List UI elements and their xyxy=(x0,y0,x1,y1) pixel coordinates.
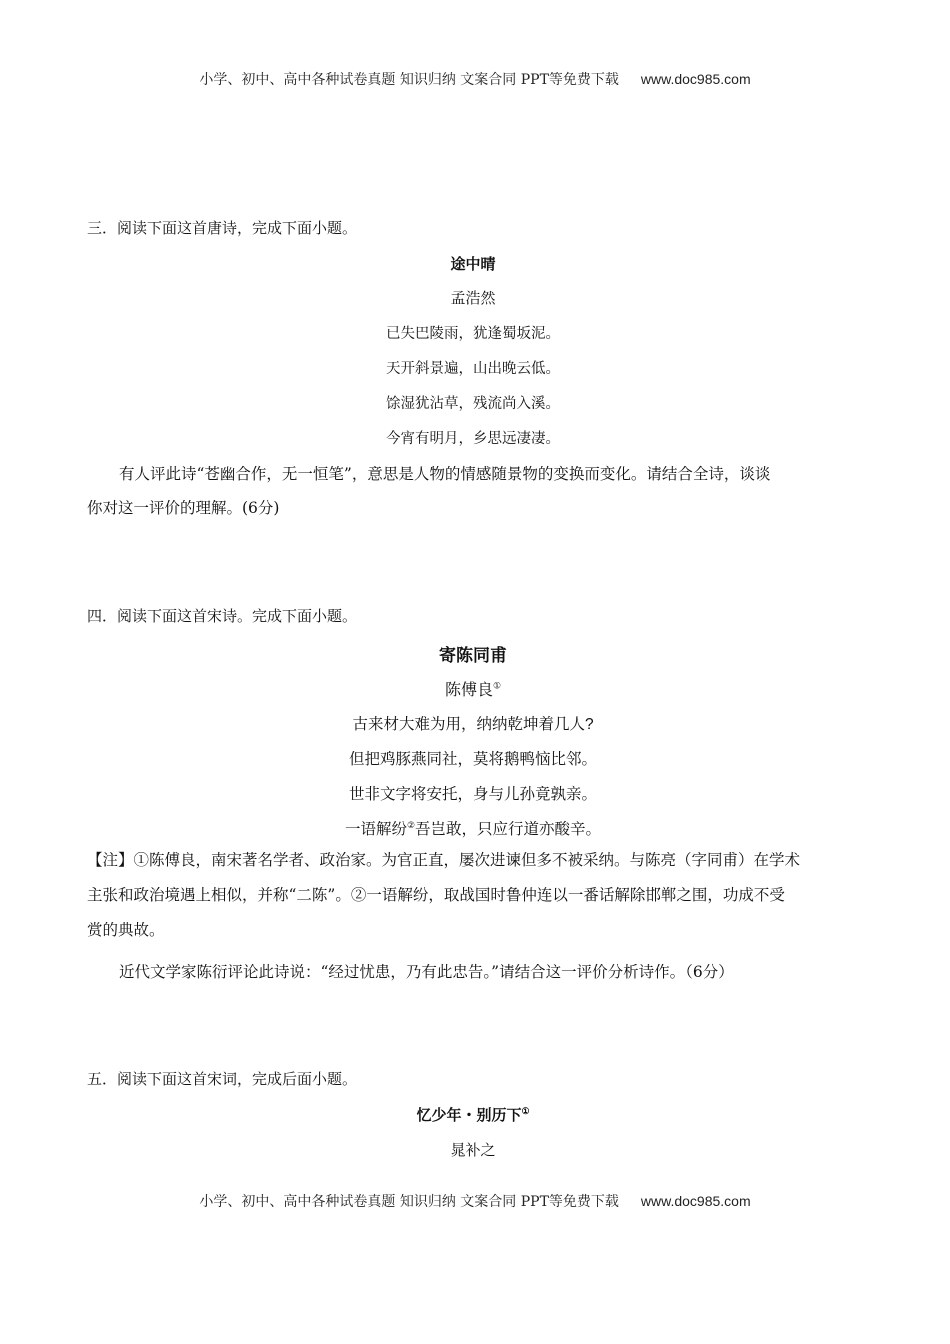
q4-note-line-3: 赏的典故。 xyxy=(87,921,165,939)
q3-prompt-line-1: 有人评此诗“苍幽合作，无一恒笔”，意思是人物的情感随景物的变换而变化。请结合全诗，谈谈 xyxy=(119,465,771,483)
q3-line-2: 天开斜景遍，山出晚云低。 xyxy=(386,361,560,377)
q4-line-4-b: 吾岂敢，只应行道亦酸辛。 xyxy=(415,821,602,838)
header-text: 小学、初中、高中各种试卷真题 知识归纳 文案合同 PPT等免费下载 xyxy=(199,72,619,88)
q5-title-line xyxy=(87,1104,859,1125)
footer-text: 小学、初中、高中各种试卷真题 知识归纳 文案合同 PPT等免费下载 xyxy=(199,1194,619,1210)
q4-title: 寄陈同甫 xyxy=(439,646,507,665)
q5-heading: 五．阅读下面这首宋词，完成后面小题。 xyxy=(87,1070,358,1088)
header-url: www.doc985.com xyxy=(640,71,751,87)
q4-author-line xyxy=(87,677,859,700)
footer-url: www.doc985.com xyxy=(640,1193,751,1209)
q4-line-3: 世非文字将安托，身与儿孙竟孰亲。 xyxy=(348,786,597,803)
q4-heading: 四．阅读下面这首宋诗。完成下面小题。 xyxy=(87,607,358,625)
q4-line-1: 古来材大难为用，纳纳乾坤着几人? xyxy=(352,716,594,733)
q3-author: 孟浩然 xyxy=(450,289,496,307)
q4-note-line-2: 主张和政治境遇上相似，并称“二陈”。②一语解纷，取战国时鲁仲连以一番话解除邯郸之围，功成不受 xyxy=(87,886,785,904)
q3-line-4: 今宵有明月，乡思远凄凄。 xyxy=(386,431,560,447)
q4-line-2: 但把鸡豚燕同社，莫将鹅鸭恼比邻。 xyxy=(348,751,597,768)
q3-prompt-line-2: 你对这一评价的理解。(6分) xyxy=(87,499,280,517)
q4-prompt: 近代文学家陈衍评论此诗说：“经过忧患，乃有此忠告。”请结合这一评价分析诗作。（6分） xyxy=(119,963,734,981)
q3-line-1: 已失巴陵雨，犹逢蜀坂泥。 xyxy=(386,326,560,342)
q4-line-4-a: 一语解纷 xyxy=(344,821,407,838)
page-header xyxy=(0,69,950,89)
q4-line-4 xyxy=(87,817,859,839)
q4-notes xyxy=(87,843,859,948)
q3-heading: 三．阅读下面这首唐诗，完成下面小题。 xyxy=(87,219,358,237)
q5-title: 忆少年・别历下 xyxy=(416,1106,522,1124)
q3-line-3: 馀湿犹沾草，残流尚入溪。 xyxy=(386,396,560,412)
q5-author: 晁补之 xyxy=(450,1141,496,1159)
page-footer xyxy=(0,1191,950,1211)
q4-note-line-1: 【注】①陈傅良，南宋著名学者、政治家。为官正直，屡次进谏但多不被采纳。与陈亮（字同甫）在学术 xyxy=(87,851,801,869)
q3-title: 途中晴 xyxy=(450,255,496,273)
q5-title-footnote-mark: ① xyxy=(521,1107,530,1117)
q3-prompt xyxy=(87,457,859,525)
q4-author-footnote-mark: ① xyxy=(492,680,502,691)
q4-line-4-footnote-mark: ② xyxy=(406,819,416,830)
q4-author: 陈傅良 xyxy=(444,682,493,699)
